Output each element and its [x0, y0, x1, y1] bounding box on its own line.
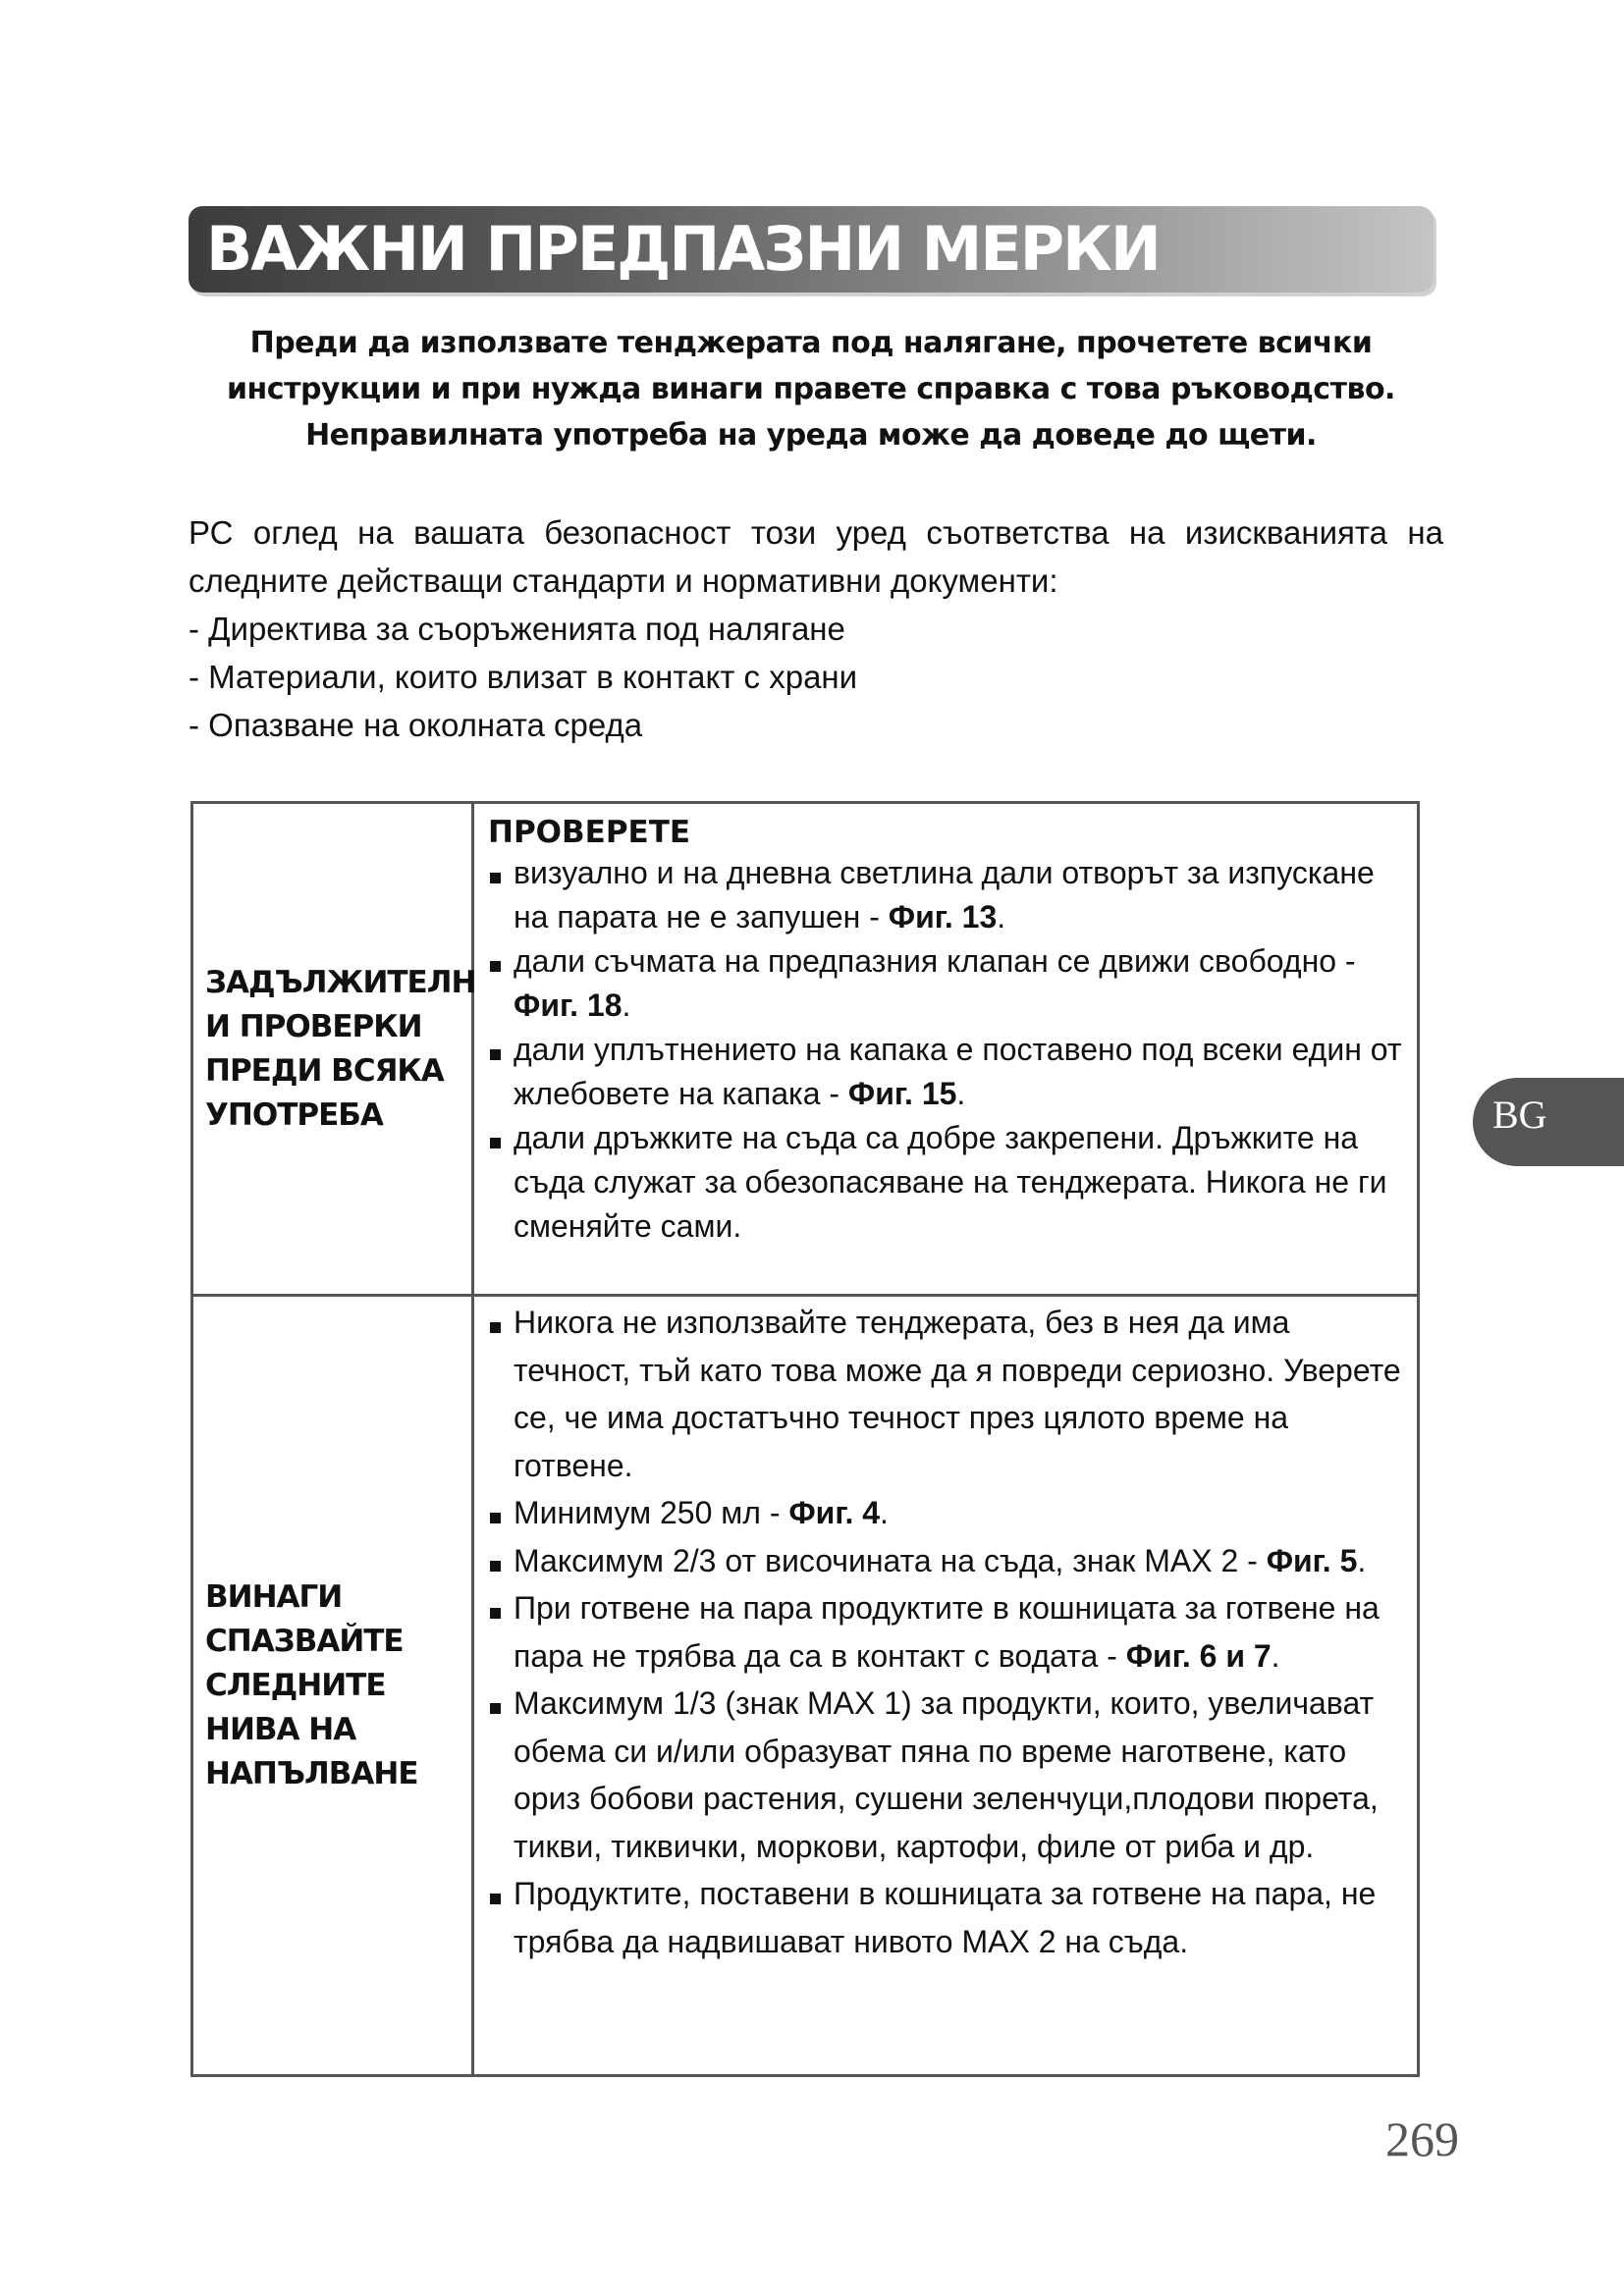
compliance-statement	[189, 508, 1443, 749]
check-list	[488, 851, 1411, 1249]
list-item	[488, 1028, 1411, 1116]
item-text: Никога не използвайте тенджерата, без в нея да има течност, тъй като това може да я повреди сериозно. Уверете се, че има достатъчно течност през цялото време на готвене.	[514, 1305, 1401, 1483]
item-text: При готвене на пара продуктите в кошницата за готвене на пара не трябва да са в контакт с водата -	[514, 1590, 1380, 1674]
fill-level-list	[488, 1299, 1411, 1965]
square-bullet-icon	[490, 1322, 501, 1333]
row-label-line: ПРЕДИ ВСЯКА	[205, 1052, 444, 1089]
figure-ref: Фиг. 13	[888, 899, 998, 934]
intro-line: инструкции и при нужда винаги правете справка с това ръководство.	[227, 372, 1395, 406]
list-item	[488, 1116, 1411, 1249]
compliance-line: РС оглед на вашата безопасност този уред съответства на изискванията на	[189, 514, 1443, 551]
row-content-cell	[474, 1297, 1417, 2074]
list-item	[488, 1680, 1411, 1870]
item-end: .	[1271, 1637, 1280, 1674]
row-label-line: СЛЕДНИТЕ	[205, 1667, 386, 1703]
table-row	[193, 1297, 1417, 2074]
list-item	[488, 1489, 1411, 1537]
row-label-line: ВИНАГИ	[205, 1578, 343, 1615]
row-label	[205, 961, 475, 1138]
check-heading: ПРОВЕРЕТЕ	[488, 815, 691, 850]
square-bullet-icon	[490, 1608, 501, 1619]
list-item	[488, 1584, 1411, 1680]
item-end: .	[956, 1076, 966, 1111]
item-text: дали уплътнението на капака е поставено под всеки един от жлебовете на капака -	[514, 1032, 1402, 1111]
row-label-line: УПОТРЕБА	[205, 1096, 383, 1133]
item-text: Максимум 1/3 (знак MAX 1) за продукти, които, увеличават обема си и/или образуват пяна по време наготвене, като ориз бобови растения, сушени зеленчуци,плодови пюрета, тикви, тиквички, моркови, картофи, филе от риба и др.	[514, 1685, 1379, 1864]
row-content-cell	[474, 804, 1417, 1294]
figure-ref: Фиг. 5	[1266, 1542, 1358, 1578]
square-bullet-icon	[490, 1049, 501, 1060]
language-tab	[1473, 1078, 1624, 1166]
compliance-line: следните действащи стандарти и нормативни документи:	[189, 562, 1058, 599]
row-label-line: ЗАДЪЛЖИТЕЛН	[205, 964, 476, 1000]
item-text: дали съчмата на предпазния клапан се движи свободно -	[514, 943, 1356, 979]
row-label-line: НАПЪЛВАНЕ	[205, 1755, 418, 1791]
intro-warning	[189, 320, 1434, 458]
title-banner	[189, 206, 1434, 293]
square-bullet-icon	[490, 1138, 501, 1148]
square-bullet-icon	[490, 1561, 501, 1572]
figure-ref: Фиг. 18	[514, 988, 623, 1023]
item-end: .	[880, 1495, 889, 1530]
row-label-cell	[193, 804, 474, 1294]
row-label-line: И ПРОВЕРКИ	[205, 1008, 422, 1044]
table-row	[193, 804, 1417, 1297]
item-text: дали дръжките на съда са добре закрепени. Дръжките на съда служат за обезопасяване на тенджерата. Никога не ги сменяйте сами.	[514, 1120, 1387, 1244]
item-end: .	[622, 988, 631, 1023]
figure-ref: Фиг. 4	[788, 1495, 881, 1530]
item-text: Продуктите, поставени в кошницата за готвене на пара, не трябва да надвишават нивото MAX 2 на съда.	[514, 1876, 1377, 1959]
row-label-cell	[193, 1297, 474, 2074]
square-bullet-icon	[490, 873, 501, 883]
list-item	[488, 939, 1411, 1028]
compliance-item: - Опазване на околната среда	[189, 707, 643, 743]
item-text: Максимум 2/3 от височината на съда, знак MAX 2 -	[514, 1542, 1267, 1578]
figure-ref: Фиг. 6 и 7	[1125, 1637, 1272, 1674]
square-bullet-icon	[490, 1703, 501, 1714]
figure-ref: Фиг. 15	[847, 1076, 957, 1111]
row-label	[205, 1575, 418, 1796]
safety-table	[190, 801, 1420, 2077]
row-label-line: СПАЗВАЙТЕ	[205, 1623, 404, 1659]
square-bullet-icon	[490, 961, 501, 972]
language-label: BG	[1492, 1093, 1547, 1137]
list-item	[488, 1870, 1411, 1965]
page-number: 269	[1385, 2111, 1459, 2166]
list-item	[488, 1537, 1411, 1585]
square-bullet-icon	[490, 1513, 501, 1523]
item-end: .	[997, 899, 1006, 934]
intro-line: Неправилната употреба на уреда може да доведе до щети.	[305, 418, 1317, 453]
square-bullet-icon	[490, 1894, 501, 1904]
compliance-item: - Материали, които влизат в контакт с храни	[189, 659, 858, 695]
item-text: визуално и на дневна светлина дали отворът за изпускане на парата не е запушен -	[514, 855, 1375, 934]
item-text: Минимум 250 мл -	[514, 1495, 789, 1530]
intro-line: Преди да използвате тенджерата под налягане, прочетете всички	[249, 326, 1373, 360]
list-item	[488, 1299, 1411, 1489]
list-item	[488, 851, 1411, 939]
compliance-item: - Директива за съоръженията под налягане	[189, 611, 845, 647]
item-end: .	[1357, 1542, 1367, 1578]
row-label-line: НИВА НА	[205, 1711, 356, 1747]
page-title: ВАЖНИ ПРЕДПАЗНИ МЕРКИ	[206, 213, 1160, 285]
